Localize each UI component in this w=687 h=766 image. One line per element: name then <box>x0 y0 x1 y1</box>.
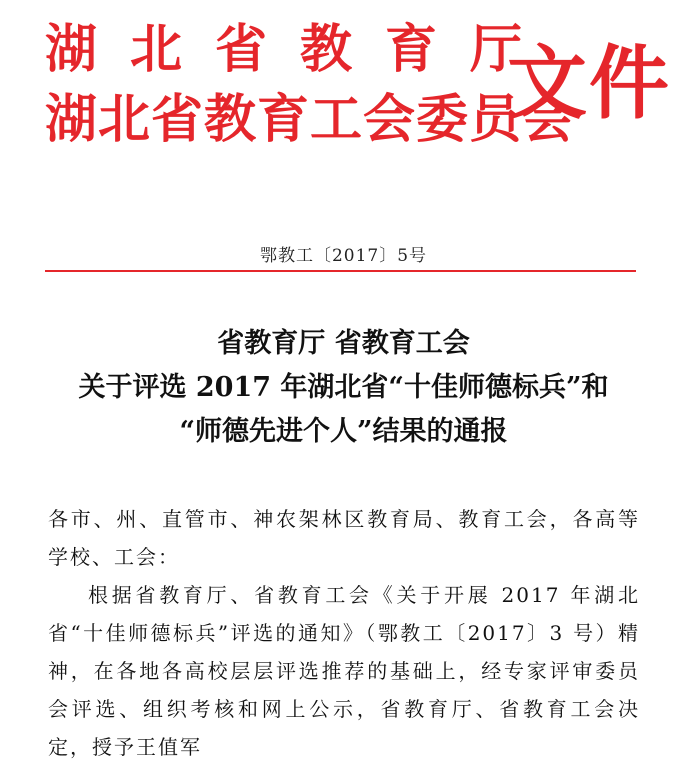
title-line-1: 省教育厅 省教育工会 <box>217 328 470 359</box>
salutation: 各市、州、直管市、神农架林区教育局、教育工会，各高等学校、工会： <box>48 507 640 569</box>
document-header <box>45 14 671 184</box>
title-line-2: 关于评选 2017 年湖北省“十佳师德标兵”和 <box>78 372 609 403</box>
title-line-3: “师德先进个人”结果的通报 <box>179 416 508 447</box>
red-divider-line <box>45 270 636 272</box>
issuer-name-education-department: 湖北省教育厅 <box>45 20 556 80</box>
document-title <box>0 322 687 454</box>
document-number: 鄂教工〔2017〕5号 <box>259 246 428 266</box>
body-paragraph: 根据省教育厅、省教育工会《关于开展 2017 年湖北省“十佳师德标兵”评选的通知》（鄂教工〔2017〕3 号）精神，在各地各高校层层评选推荐的基础上，经专家评审委员会评选、组织考核和网上公示，省教育厅、省教育工会决定，授予王值军 <box>48 583 640 759</box>
document-body <box>48 500 640 766</box>
document-label: 文件 <box>507 37 671 130</box>
issuer-name-education-union: 湖北省教育工会委员会 <box>45 90 576 150</box>
